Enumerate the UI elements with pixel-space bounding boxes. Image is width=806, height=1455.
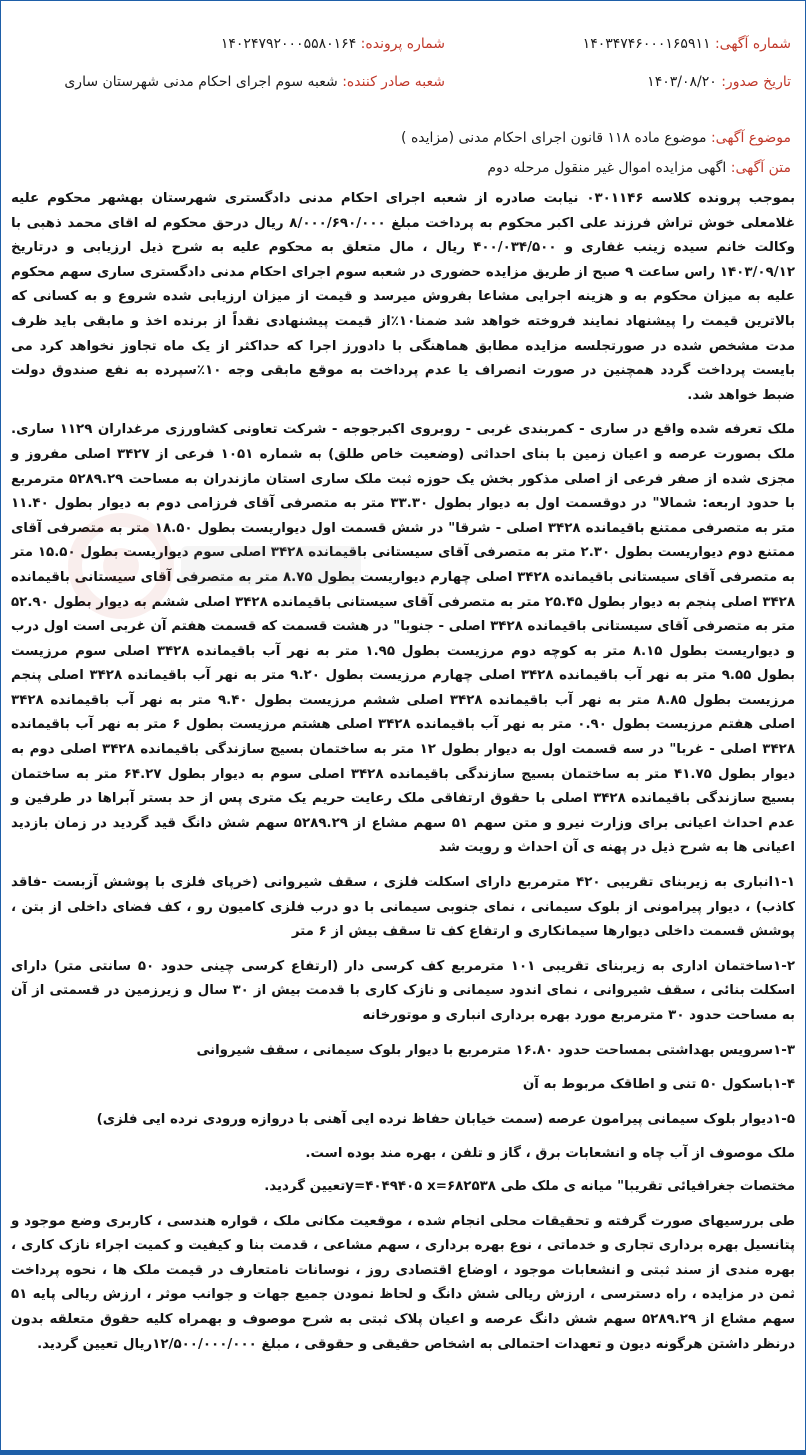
issuer: [64, 74, 445, 90]
notice-number: [583, 36, 791, 52]
notice-text-title: [15, 153, 791, 183]
issuer-value: شعبه سوم اجرای احکام مدنی شهرستان ساری: [64, 74, 338, 90]
paragraph-execution: بموجب پرونده کلاسه ۰۳۰۱۱۴۶ نیابت صادره از شعبه اجرای احکام مدنی دادگستری شهرستان بهشهر محکوم علیه غلامعلی خوش تراش فرزند علی اکبر محکوم به پرداخت مبلغ ۸/۰۰۰/۶۹۰/۰۰۰ ریال درحق محکوم له اقای محمد ذهبی با وکالت خانم سیده زینب غفاری و ۴۰۰/۰۳۴/۵۰۰ ریال ، مال متعلق به محکوم علیه به شرح ذیل ارزیابی و درتاریخ ۱۴۰۳/۰۹/۱۲ راس ساعت ۹ صبح از طریق مزایده حضوری در شعبه سوم اجرای احکام مدنی دادگستری ساری سهم محکوم علیه به میزان محکوم به و هزینه اجرایی مشاعا بفروش میرسد و قیمت از میزان ارزیابی شده شروع و به کسانی که بالاترین قیمت را پیشنهاد نمایند فروخته خواهد شد ضمنا۱۰٪از قیمت پیشنهادی نقداً از برنده اخذ و مابقی باید ظرف مدت مشخص شده در صورتجلسه مزایده مطابق هماهنگی با دادورز اجرا که حداکثر از یک ماه تجاوز نخواهد کرد می بایست پرداخت گردد همچنین در صورت انصراف یا عدم پرداخت به موقع مابقی وجه ۱۰٪سپرده به نفع صندوق دولت ضبط خواهد شد.: [11, 191, 795, 403]
case-number-value: ۱۴۰۲۴۷۹۲۰۰۰۵۵۸۰۱۶۴: [220, 36, 357, 52]
text-value: اگهی مزایده اموال غیر منقول مرحله دوم: [487, 160, 727, 176]
subject-value: موضوع ماده ۱۱۸ قانون اجرای احکام مدنی (مزایده ): [401, 130, 707, 146]
issuer-label: شعبه صادر کننده:: [342, 74, 445, 90]
text-label: متن آگهی:: [730, 160, 791, 176]
subject-label: موضوع آگهی:: [710, 130, 791, 146]
paragraph-item-wall: ۱-۵دیوار بلوک سیمانی پیرامون عرصه (سمت خیابان حفاظ نرده ایی آهنی با دروازه ورودی نرده ایی فلزی): [96, 1111, 795, 1127]
notice-body: [1, 183, 805, 1357]
notice-header: [1, 1, 805, 93]
notice-number-label: شماره آگهی:: [714, 36, 791, 52]
paragraph-item-office: ۱-۲ساختمان اداری به زیربنای تقریبی ۱۰۱ مترمربع کف کرسی دار (ارتفاع کرسی چینی حدود ۵۰ سانتی متر) دارای اسکلت بنائی ، سقف شیروانی ، نمای اندود سیمانی و نازک کاری با قدمت بیش از ۳۰ سال و زیرزمین در قسمتی از آن به مساحت حدود ۳۰ مترمربع مورد بهره برداری انباری و موتورخانه: [11, 958, 796, 1023]
notice-number-value: ۱۴۰۳۴۷۴۶۰۰۰۱۶۵۹۱۱: [582, 36, 711, 52]
issue-date-value: ۱۴۰۳/۰۸/۲۰: [647, 74, 717, 90]
paragraph-utilities: ملک موصوف از آب چاه و انشعابات برق ، گاز و تلفن ، بهره مند بوده است.: [305, 1146, 795, 1162]
paragraph-item-warehouse: ۱-۱انباری به زیربنای تقریبی ۴۲۰ مترمربع دارای اسکلت فلزی ، سقف شیروانی (خرپای فلزی با پوشش آزبست -فاقد کاذب) ، دیوار پیرامونی از بلوک سیمانی ، نمای جنوبی سیمانی با دو درب فلزی کامیون رو ، کف فضای داخلی از بتن ، پوشش قسمت داخلی دیوارها سیمانکاری و ارتفاع کف تا سقف بیش از ۶ متر: [11, 875, 795, 940]
paragraph-item-restroom: ۱-۳سرویس بهداشتی بمساحت حدود ۱۶.۸۰ مترمربع با دیوار بلوک سیمانی ، سقف شیروانی: [196, 1042, 795, 1058]
paragraph-property-description: ملک تعرفه شده واقع در ساری - کمربندی غربی - روبروی اکبرجوجه - شرکت تعاونی کشاورزی مرغداران ۱۱۲۹ ساری. ملک بصورت عرصه و اعیان زمین با بنای احداثی (وضعیت خاص طلق) به شماره ۱۰۵۱ فرعی از ۳۴۲۷ اصلی مفروز و مجزی شده از صفر فرعی از اصلی مذکور بخش یک حوزه ثبت ملک ساری استان مازندران به مساحت ۵۲۸۹.۲۹ مترمربع با حدود اربعه: شمالا" در دوقسمت اول به دیوار بطول ۳۳.۳۰ متر به متصرفی آقای فرزامی دوم به دیوار بطول ۱۱.۴۰ متر به متصرفی ممتنع باقیمانده ۳۴۲۸ اصلی - شرقا" در شش قسمت اول دیواریست بطول ۱۸.۵۰ متر به متصرفی آقای ممتنع دوم دیواریست بطول ۲.۳۰ متر به متصرفی آقای سیستانی باقیمانده ۳۴۲۸ اصلی سوم دیواریست بطول ۱۵.۵۰ متر به متصرفی آقای سیستانی باقیمانده ۳۴۲۸ اصلی چهارم دیواریست بطول ۸.۷۵ متر به متصرفی آقای سیستانی باقیمانده ۳۴۲۸ اصلی پنجم به دیوار بطول ۲۵.۴۵ متر به متصرفی آقای سیستانی باقیمانده ۳۴۲۸ اصلی ششم به دیوار بطول ۵۲.۹۰ متر به متصرفی آقای سیستانی باقیمانده ۳۴۲۸ اصلی - جنوبا" در هشت قسمت که قسمت هفتم آن غربی است اول درب و دیواریست بطول ۸.۱۵ متر به کوچه دوم مرزیست بطول ۱.۹۵ متر به نهر آب باقیمانده ۳۴۲۸ اصلی سوم مرزیست بطول ۹.۵۵ متر به نهر آب باقیمانده ۳۴۲۸ اصلی چهارم مرزیست بطول ۹.۲۰ متر به نهر آب باقیمانده ۳۴۲۸ اصلی پنجم مرزیست بطول ۸.۸۵ متر به نهر آب باقیمانده ۳۴۲۸ اصلی ششم مرزیست بطول ۹.۴۰ متر به نهر آب باقیمانده ۳۴۲۸ اصلی هفتم مرزیست بطول ۰.۹۰ متر به نهر آب باقیمانده ۳۴۲۸ اصلی هشتم مرزیست بطول ۶ متر به نهر آب باقیمانده ۳۴۲۸ اصلی - غربا" در سه قسمت اول به دیوار بطول ۱۲ متر به ساختمان بسیج سازندگی باقیمانده ۳۴۲۸ اصلی دوم به دیوار بطول ۴۱.۷۵ متر به ساختمان بسیج سازندگی باقیمانده ۳۴۲۸ اصلی سوم به دیوار بطول ۶۴.۲۷ متر به ساختمان بسیج سازندگی باقیمانده ۳۴۲۸ اصلی با حقوق ارتفاقی ملک رعایت حریم یک متری پس از حد بستر آبراها در طرفین و عدم احداث اعیانی برای وزارت نیرو و متن سهم ۵۱ سهم مشاع از ۵۲۸۹.۲۹ سهم شش دانگ قید گردید در زمان بازدید اعیانی ها به شرح ذیل در پهنه ی آن احداث و رویت شد: [11, 422, 796, 856]
paragraph-item-scale: ۱-۴باسکول ۵۰ تنی و اطاقک مربوط به آن: [522, 1077, 795, 1093]
notice-meta: [1, 123, 805, 183]
case-number-label: شماره پرونده:: [360, 36, 445, 52]
bottom-border: [1, 1450, 805, 1455]
case-number: [221, 36, 445, 52]
issue-date-label: تاریخ صدور:: [721, 74, 791, 90]
issue-date: [647, 74, 791, 90]
notice-subject: [15, 123, 791, 153]
paragraph-valuation: طی بررسیهای صورت گرفته و تحقیقات محلی انجام شده ، موقعیت مکانی ملک ، قواره هندسی ، کاربری وضع موجود و پتانسیل بهره برداری تجاری و خدماتی ، نوع بهره برداری ، سهم مشاعی ، قدمت بنا و کیفیت و کمیت اجراء نازک کاری ، بهره مندی از سند ثبتی و انشعابات موجود ، اوضاع اقتصادی روز ، نوسانات نامتعارف در قیمت ملک ها ، نحوه پرداخت ثمن در مزایده ، راه دسترسی ، ارزش ریالی شش دانگ و لحاظ نمودن جمیع جهات و جوانب موثر ، ارزش ریالی پایه ۵۱ سهم مشاع از ۵۲۸۹.۲۹ سهم شش دانگ عرصه و اعیان پلاک ثبتی به شرح موصوف و بهمراه کلیه حقوق متعلقه بدون درنظر داشتن هرگونه دیون و تعهدات احتمالی به اشخاص حقیقی و حقوقی ، مبلغ ۱۲/۵۰۰/۰۰۰/۰۰۰ریال تعیین گردید.: [11, 1213, 795, 1352]
paragraph-coordinates: مختصات جغرافیائی تقریبا" میانه ی ملک طی y=۴۰۴۹۴۰۵ x=۶۸۲۵۳۸تعیین گردید.: [264, 1178, 795, 1194]
